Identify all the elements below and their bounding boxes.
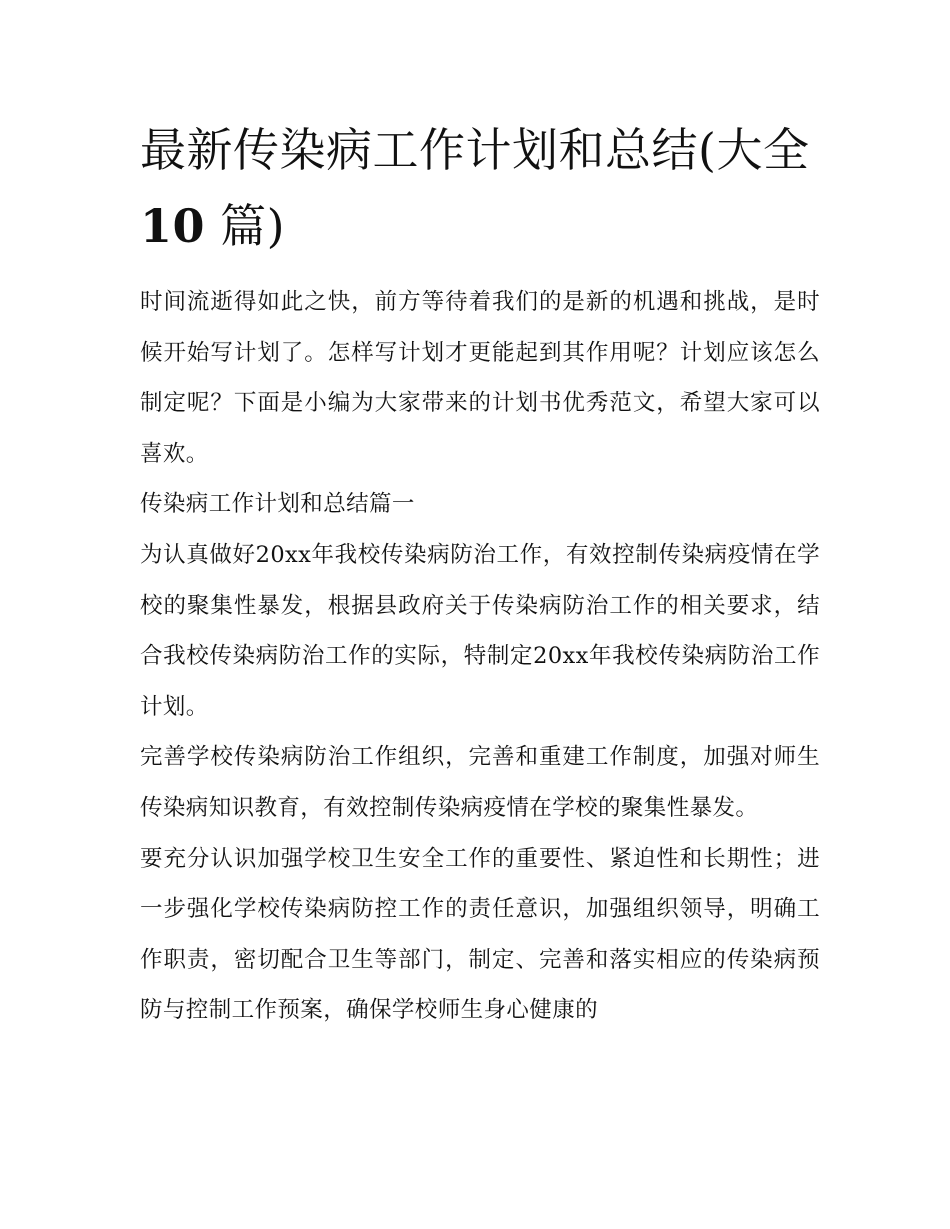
body-paragraph: 完善学校传染病防治工作组织，完善和重建工作制度，加强对师生传染病知识教育，有效控制传染病疫情在学校的聚集性暴发。 bbox=[140, 744, 820, 821]
document-body bbox=[140, 277, 820, 1036]
document-title bbox=[140, 112, 820, 264]
title-text-part2: 篇) bbox=[220, 199, 286, 253]
body-paragraph: 要充分认识加强学校卫生安全工作的重要性、紧迫性和长期性；进一步强化学校传染病防控工作的责任意识，加强组织领导，明确工作职责，密切配合卫生等部门，制定、完善和落实相应的传染病预防与控制工作预案，确保学校师生身心健康的 bbox=[140, 845, 820, 1024]
body-paragraph: 为认真做好20xx年我校传染病防治工作，有效控制传染病疫情在学校的聚集性暴发，根据县政府关于传染病防治工作的相关要求，结合我校传染病防治工作的实际，特制定20xx年我校传染病防治工作计划。 bbox=[140, 541, 820, 720]
title-number: 10 bbox=[140, 199, 206, 253]
section-heading: 传染病工作计划和总结篇一 bbox=[140, 491, 415, 518]
title-text-part1: 最新传染病工作计划和总结(大全 bbox=[140, 123, 810, 177]
intro-paragraph: 时间流逝得如此之快，前方等待着我们的是新的机遇和挑战，是时候开始写计划了。怎样写计划才更能起到其作用呢？计划应该怎么制定呢？下面是小编为大家带来的计划书优秀范文，希望大家可以喜欢。 bbox=[140, 289, 820, 467]
